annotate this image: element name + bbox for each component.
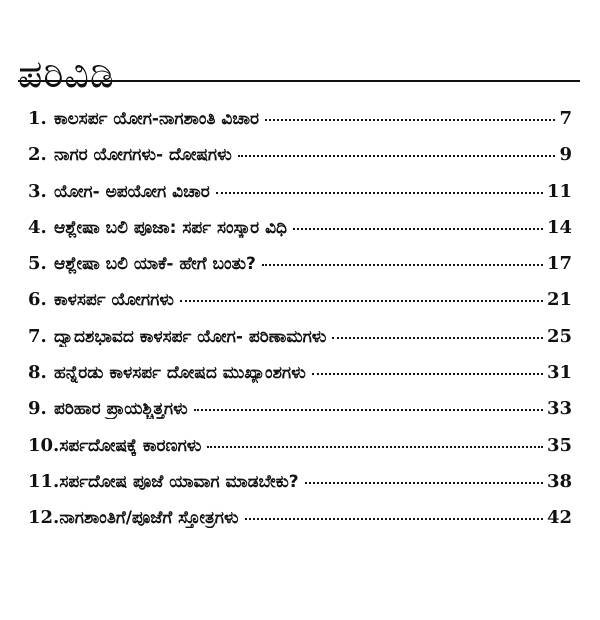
dot-leader (207, 446, 543, 448)
toc-entry-title: ಆಶ್ಲೇಷಾ ಬಲಿ ಯಾಕೆ- ಹೇಗೆ ಬಂತು? (54, 254, 256, 275)
dot-leader (194, 409, 543, 411)
toc-entry-number: 3. (28, 180, 47, 202)
toc-entry-title: ಆಶ್ಲೇಷಾ ಬಲಿ ಪೂಜಾ: ಸರ್ಪ ಸಂಸ್ಕಾರ ವಿಧಿ (54, 217, 288, 238)
toc-entry-title: ಸರ್ಪದೋಷಕ್ಕೆ ಕಾರಣಗಳು (59, 435, 202, 456)
toc-entry-4[interactable] (28, 217, 572, 253)
toc-entry-title: ನಾಗರ ಯೋಗಗಳು- ದೋಷಗಳು (54, 145, 232, 166)
toc-entry-number: 9. (28, 398, 47, 420)
toc-entry-page: 42 (546, 507, 572, 529)
toc-entry-page: 11 (546, 180, 572, 202)
toc-entry-9[interactable] (28, 398, 572, 434)
toc-entry-1[interactable] (28, 108, 572, 144)
toc-entry-page: 33 (546, 398, 572, 420)
toc-entry-2[interactable] (28, 144, 572, 180)
toc-entry-title: ನಾಗಶಾಂತಿಗೆ/ಪೂಜೆಗೆ ಸ್ತೋತ್ರಗಳು (59, 508, 239, 529)
dot-leader (305, 482, 543, 484)
toc-entry-page: 7 (559, 108, 572, 129)
toc-entry-page: 25 (546, 325, 572, 347)
toc-entry-title: ಕಾಲಸರ್ಪ ಯೋಗ-ನಾಗಶಾಂತಿ ವಿಚಾರ (54, 109, 259, 129)
dot-leader (245, 518, 543, 520)
toc-entry-title: ದ್ವಾದಶಭಾವದ ಕಾಳಸರ್ಪ ಯೋಗ- ಪರಿಣಾಮಗಳು (54, 326, 327, 347)
toc-entry-number: 2. (28, 144, 47, 166)
dot-leader (293, 228, 543, 230)
dot-leader (216, 192, 543, 194)
toc-entry-number: 11. (28, 470, 60, 492)
toc-entry-page: 38 (546, 470, 572, 492)
toc-entry-page: 9 (559, 144, 572, 166)
toc-entry-number: 12. (28, 507, 60, 529)
toc-entry-7[interactable] (28, 326, 572, 362)
dot-leader (312, 373, 543, 375)
dot-leader (265, 119, 556, 121)
toc-entry-3[interactable] (28, 181, 572, 217)
toc-entry-number: 4. (28, 216, 47, 238)
toc-entry-6[interactable] (28, 289, 572, 325)
toc-entry-number: 5. (28, 253, 47, 275)
toc-entry-number: 1. (28, 108, 47, 129)
dot-leader (262, 264, 543, 266)
dot-leader (180, 300, 543, 302)
toc-entry-page: 31 (546, 362, 572, 384)
toc-entry-page: 35 (546, 434, 572, 456)
toc-entry-number: 8. (28, 362, 47, 384)
toc-entry-12[interactable] (28, 507, 572, 543)
table-of-contents (28, 108, 572, 544)
toc-entry-11[interactable] (28, 471, 572, 507)
dot-leader (332, 337, 543, 339)
title-divider (18, 80, 580, 82)
toc-entry-number: 7. (28, 325, 47, 347)
toc-entry-10[interactable] (28, 435, 572, 471)
toc-entry-page: 21 (546, 289, 572, 311)
toc-entry-page: 14 (546, 216, 572, 238)
toc-entry-title: ಹನ್ನೆರಡು ಕಾಳಸರ್ಪ ದೋಷದ ಮುಖ್ಯಾಂಶಗಳು (54, 363, 306, 384)
toc-entry-title: ಯೋಗ- ಅಪಯೋಗ ವಿಚಾರ (54, 181, 210, 202)
toc-entry-title: ಸರ್ಪದೋಷ ಪೂಜೆ ಯಾವಾಗ ಮಾಡಬೇಕು? (59, 471, 299, 492)
page-title: ಪರಿವಿಡಿ (18, 52, 115, 97)
toc-entry-number: 6. (28, 289, 47, 311)
toc-entry-8[interactable] (28, 362, 572, 398)
toc-entry-page: 17 (546, 253, 572, 275)
toc-entry-title: ಕಾಳಸರ್ಪ ಯೋಗಗಳು (54, 290, 174, 311)
toc-entry-number: 10. (28, 434, 60, 456)
toc-entry-title: ಪರಿಹಾರ ಪ್ರಾಯಶ್ಚಿತ್ತಗಳು (54, 399, 188, 420)
dot-leader (238, 155, 556, 157)
toc-entry-5[interactable] (28, 253, 572, 289)
